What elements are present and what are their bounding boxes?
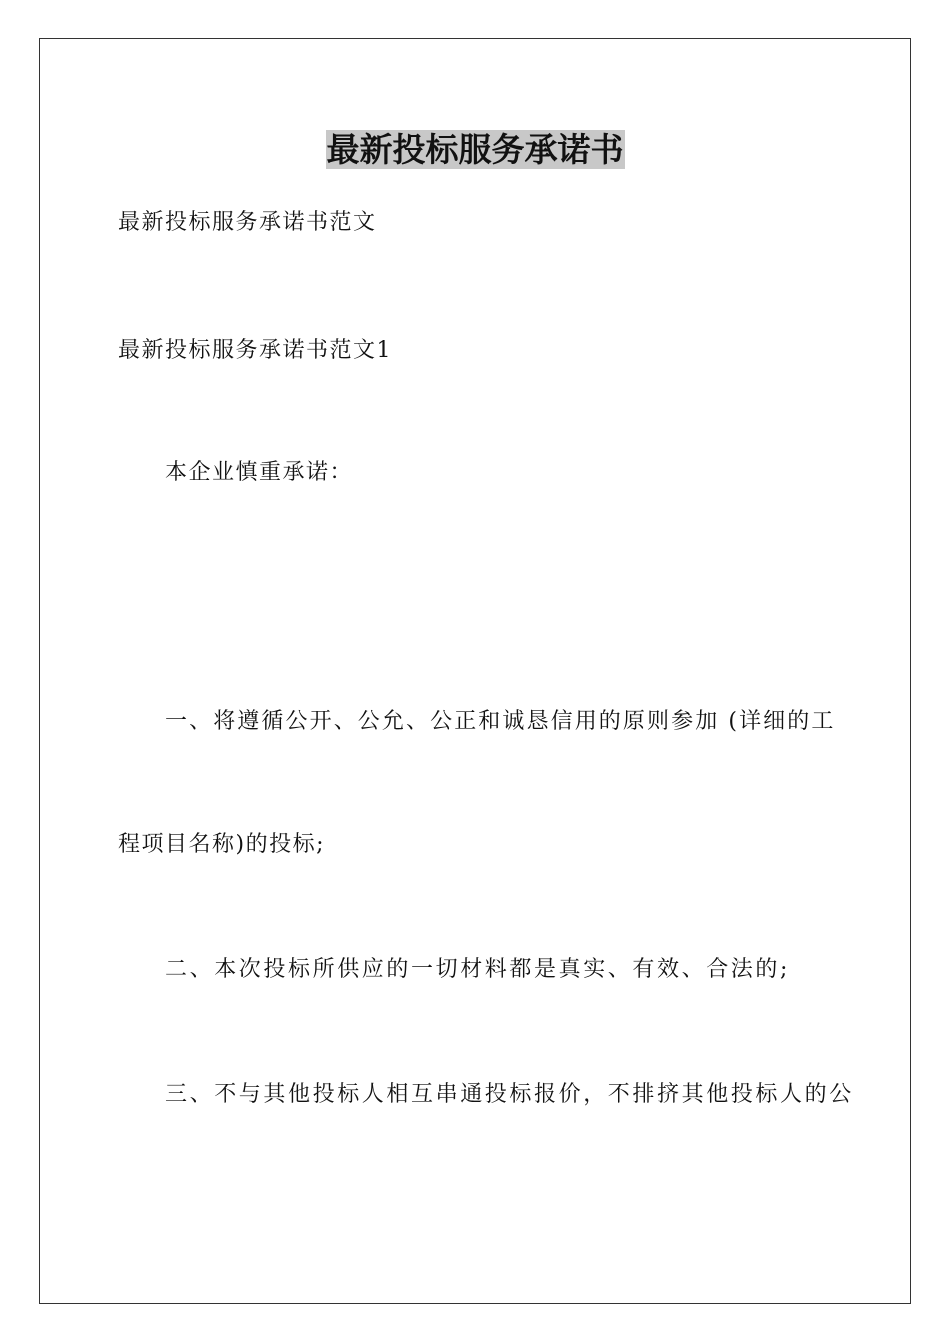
paragraph-line: 二、本次投标所供应的一切材料都是真实、有效、合法的; [165, 957, 791, 982]
document-title-text: 最新投标服务承诺书 [326, 130, 624, 169]
intro-paragraph: 本企业慎重承诺： [165, 460, 354, 485]
paragraph-line: 三、不与其他投标人相互串通投标报价，不排挤其他投标人的公 [165, 1082, 854, 1107]
paragraph-line: 一、将遵循公开、公允、公正和诚恳信用的原则参加 (详细的工 [165, 709, 836, 734]
paragraph-line: 程项目名称)的投标; [118, 832, 325, 857]
document-title [0, 128, 950, 172]
document-subtitle: 最新投标服务承诺书范文 [118, 210, 377, 235]
section-heading: 最新投标服务承诺书范文1 [118, 338, 392, 363]
